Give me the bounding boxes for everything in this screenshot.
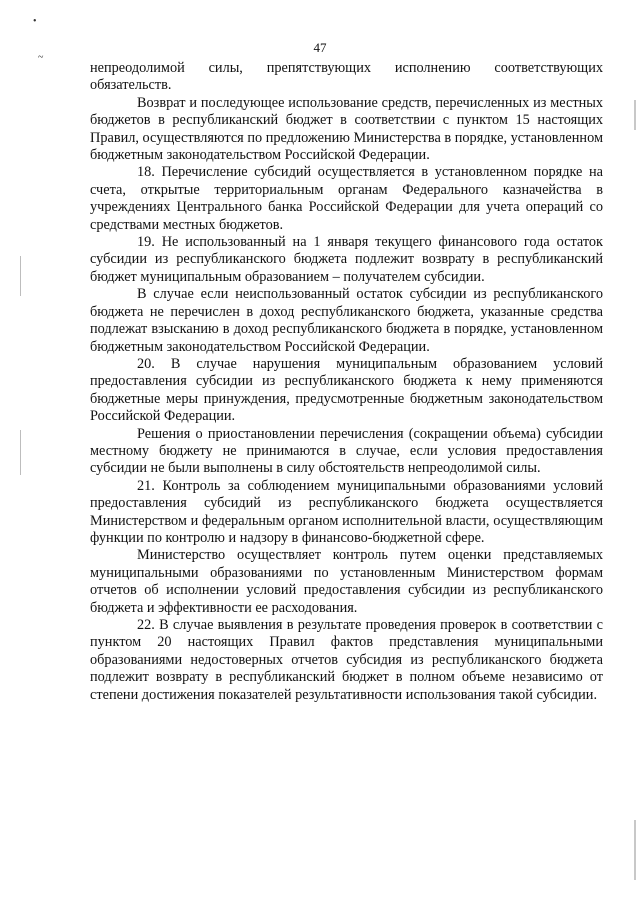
paragraph: В случае если неиспользованный остаток субсидии из республиканского бюджета не перечислен в доход республиканского бюджета, указанные средства подлежат взысканию в доход республиканского бюджета в порядке, установленном бюджетным законодательством Российской Федерации. (90, 286, 603, 355)
paragraph: непреодолимой силы, препятствующих исполнению соответствующих обязательств. (90, 60, 603, 94)
scan-mark: ~ (38, 52, 44, 63)
paragraph: 18. Перечисление субсидий осуществляется в установленном порядке на счета, открытые территориальным органам Федерального казначейства в учреждениях Центрального банка Российской Федерации для учета операций со средствами местных бюджетов. (90, 164, 603, 233)
paragraph: 20. В случае нарушения муниципальным образованием условий предоставления субсидии из республиканского бюджета к нему применяются бюджетные меры принуждения, предусмотренные бюджетным законодательством Российской Федерации. (90, 355, 603, 425)
paragraph: Решения о приостановлении перечисления (сокращении объема) субсидии местному бюджету не принимаются в случае, если условия предоставления субсидии не были выполнены в силу обстоятельств непреодолимой силы. (90, 425, 603, 477)
scan-edge-line (20, 430, 21, 475)
page-number: 47 (313, 40, 327, 55)
scan-edge-line (20, 256, 21, 296)
scan-edge-line (634, 100, 636, 130)
paragraph: 19. Не использованный на 1 января текущего финансового года остаток субсидии из республиканского бюджета подлежит возврату в республиканский бюджет муниципальным образованием – получателем субсидии. (90, 234, 603, 285)
paragraph: 22. В случае выявления в результате проведения проверок в соответствии с пунктом 20 настоящих Правил фактов представления муниципальными образованиями недостоверных отчетов субсидия из республиканского бюджета подлежит возврату в республиканский бюджет в полном объеме независимо от степени достижения показателей результативности использования такой субсидии. (90, 617, 603, 703)
scan-edge-line (634, 820, 636, 880)
paragraph: 21. Контроль за соблюдением муниципальными образованиями условий предоставления субсидий из республиканского бюджета осуществляется Министерством и федеральным органом исполнительной власти, осуществляющим функции по контролю и надзору в финансово-бюджетной сфере. (90, 477, 603, 546)
paragraph: Министерство осуществляет контроль путем оценки представляемых муниципальными образованиями по установленным Министерством формам отчетов об исполнении условий предоставления субсидии из республиканского бюджета и эффективности ее расходования. (90, 547, 603, 616)
scan-mark: • (33, 16, 37, 27)
document-body (90, 60, 603, 704)
paragraph: Возврат и последующее использование средств, перечисленных из местных бюджетов в республиканский бюджет в соответствии с пунктом 15 настоящих Правил, осуществляются по предложению Министерства в порядке, установленном бюджетным законодательством Российской Федерации. (90, 94, 603, 164)
